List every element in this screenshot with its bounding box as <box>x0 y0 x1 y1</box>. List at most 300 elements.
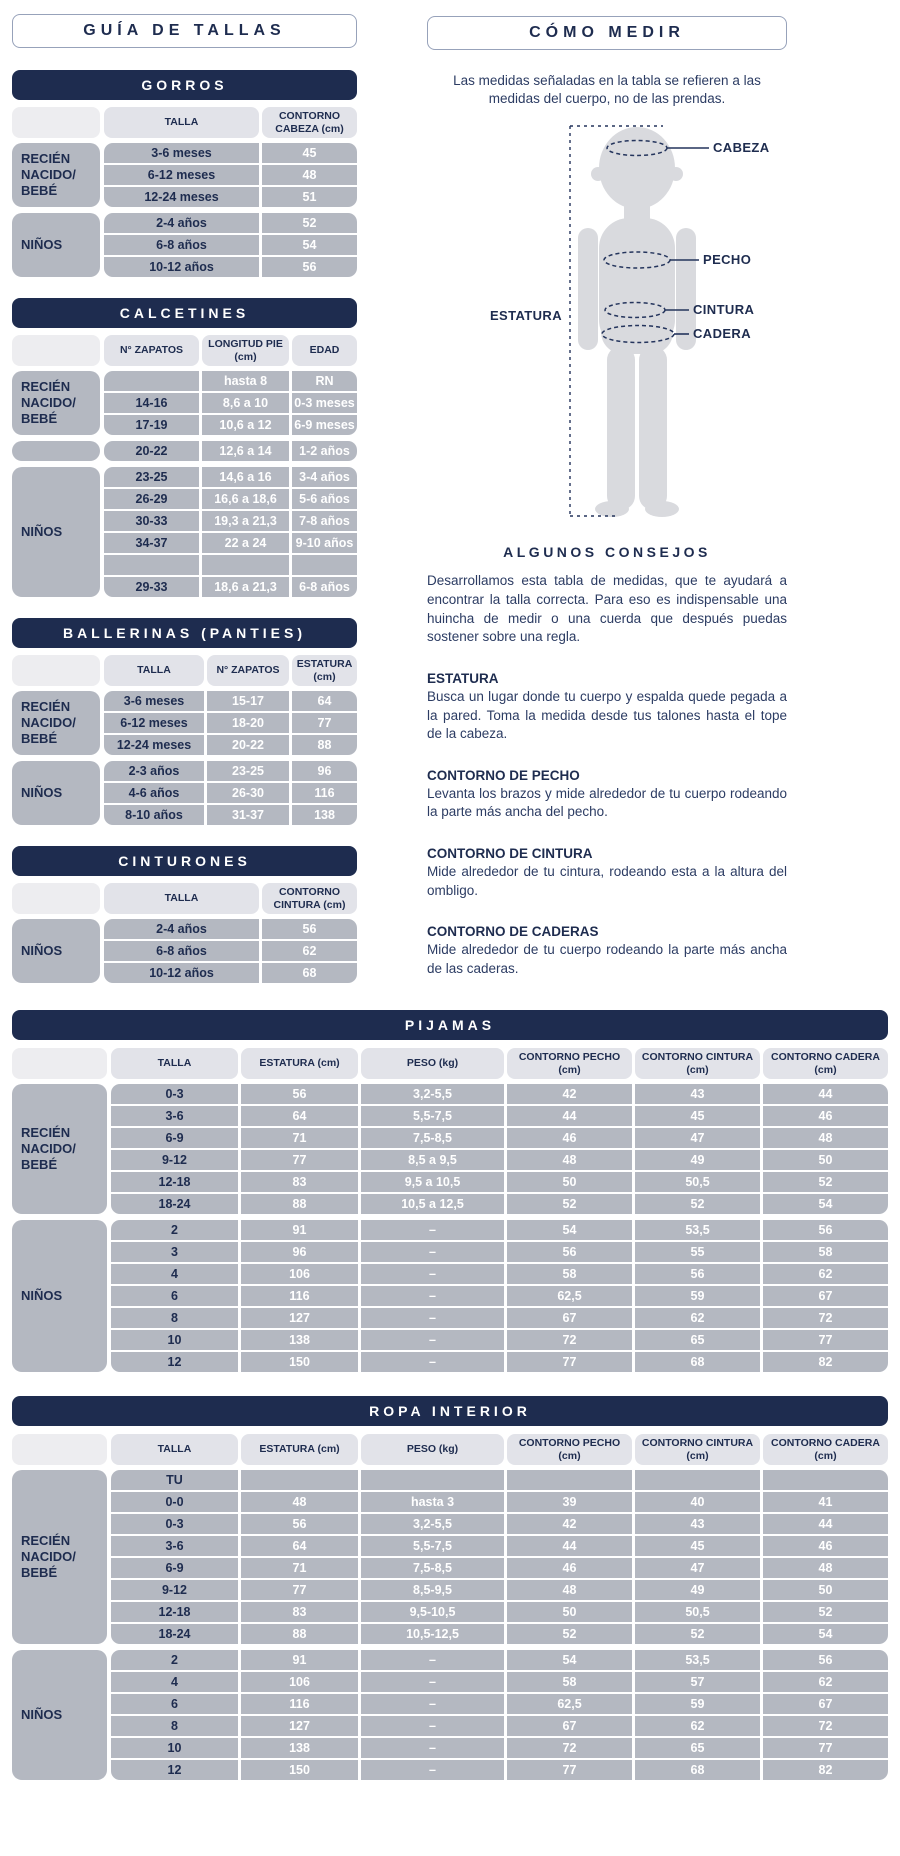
section-ropa-interior <box>12 1396 888 1780</box>
data-cell: 55 <box>635 1242 760 1262</box>
data-cell: 106 <box>241 1264 358 1284</box>
data-cell: 77 <box>292 713 357 733</box>
group-label: NIÑOS <box>12 1650 107 1780</box>
data-cell: 77 <box>241 1150 358 1170</box>
data-cell: – <box>361 1264 504 1284</box>
group-rows <box>104 691 357 755</box>
column-header: TALLA <box>104 107 259 138</box>
data-cell: 44 <box>763 1084 888 1104</box>
data-cell: 72 <box>763 1716 888 1736</box>
data-cell: 45 <box>262 143 357 163</box>
data-cell: 50,5 <box>635 1602 760 1622</box>
tip-text: Mide alrededor de tu cintura, rodeando esta a la altura del ombligo. <box>427 864 787 898</box>
column-header: TALLA <box>111 1048 238 1079</box>
data-cell: 44 <box>507 1106 632 1126</box>
data-cell: 4 <box>111 1672 238 1692</box>
data-cell: 12-24 meses <box>104 735 204 755</box>
data-cell: 116 <box>241 1694 358 1714</box>
data-cell <box>635 1470 760 1490</box>
group-label: NIÑOS <box>12 919 100 983</box>
data-cell: 50 <box>507 1602 632 1622</box>
data-cell: 42 <box>507 1084 632 1104</box>
data-cell: 56 <box>241 1084 358 1104</box>
consejos-intro-text: Desarrollamos esta tabla de medidas, que te ayudará a encontrar la talla correcta. Para eso es indispensable una huincha de medir o una cuerda que después puedas sostener sobre una regla. <box>427 573 787 645</box>
section-pijamas <box>12 1010 888 1372</box>
data-cell: 43 <box>635 1514 760 1534</box>
data-cell: 8 <box>111 1716 238 1736</box>
column-headers <box>104 655 357 686</box>
data-cell: 54 <box>262 235 357 255</box>
data-cell: 48 <box>262 165 357 185</box>
data-cell: 2 <box>111 1650 238 1670</box>
group-rows <box>111 1650 888 1780</box>
data-cell: 12 <box>111 1760 238 1780</box>
table-header-row <box>12 335 357 366</box>
column-header: CONTORNO CABEZA (cm) <box>262 107 357 138</box>
data-cell: TU <box>111 1470 238 1490</box>
group-label: RECIÉN NACIDO/ BEBÉ <box>12 143 100 207</box>
data-cell: 23-25 <box>104 467 199 487</box>
column-header: ESTATURA (cm) <box>292 655 357 686</box>
estatura-label: ESTATURA <box>489 308 562 324</box>
data-cell: 62,5 <box>507 1694 632 1714</box>
data-cell: – <box>361 1650 504 1670</box>
data-cell: 3-6 <box>111 1536 238 1556</box>
data-cell: 8,6 a 10 <box>202 393 289 413</box>
data-cell: 0-3 <box>111 1514 238 1534</box>
data-cell: 48 <box>507 1150 632 1170</box>
data-cell: 41 <box>763 1492 888 1512</box>
data-cell: 138 <box>241 1330 358 1350</box>
column-headers <box>111 1048 888 1079</box>
data-cell <box>104 555 199 575</box>
tip-text: Mide alrededor de tu cuerpo rodeando la parte más ancha de las caderas. <box>427 942 787 976</box>
group-label <box>12 441 100 461</box>
corner-cell <box>12 107 100 138</box>
data-cell: – <box>361 1352 504 1372</box>
data-cell: 9-12 <box>111 1580 238 1600</box>
data-cell: 50 <box>763 1150 888 1170</box>
data-cell: 48 <box>241 1492 358 1512</box>
data-cell: 23-25 <box>207 761 289 781</box>
table-group <box>12 1084 888 1214</box>
data-cell: 2 <box>111 1220 238 1240</box>
data-cell: 52 <box>635 1624 760 1644</box>
data-cell: 62 <box>635 1716 760 1736</box>
data-cell: 8 <box>111 1308 238 1328</box>
group-rows <box>104 143 357 207</box>
data-cell: 138 <box>292 805 357 825</box>
data-cell: 16,6 a 18,6 <box>202 489 289 509</box>
table-group <box>12 919 357 983</box>
tip-contorno-pecho <box>427 768 787 822</box>
size-table-ballerinas <box>12 655 357 825</box>
data-cell: – <box>361 1760 504 1780</box>
size-table-gorros <box>12 107 357 277</box>
table-group <box>12 691 357 755</box>
data-cell: 39 <box>507 1492 632 1512</box>
data-cell: 68 <box>635 1352 760 1372</box>
data-cell: 6-12 meses <box>104 165 259 185</box>
corner-cell <box>12 655 100 686</box>
data-cell: 6-8 años <box>292 577 357 597</box>
data-cell: 12,6 a 14 <box>202 441 289 461</box>
section-title-ballerinas: BALLERINAS (PANTIES) <box>12 618 357 648</box>
data-cell: 54 <box>507 1650 632 1670</box>
data-cell: 6 <box>111 1286 238 1306</box>
data-cell: 52 <box>763 1172 888 1192</box>
data-cell: 62 <box>262 941 357 961</box>
group-label: RECIÉN NACIDO/ BEBÉ <box>12 1084 107 1214</box>
data-cell: 47 <box>635 1558 760 1578</box>
data-cell: 67 <box>763 1694 888 1714</box>
tip-title: CONTORNO DE CINTURA <box>427 846 593 862</box>
data-cell: 77 <box>763 1330 888 1350</box>
data-cell: 7,5-8,5 <box>361 1128 504 1148</box>
data-cell: 5-6 años <box>292 489 357 509</box>
data-cell: 62 <box>763 1672 888 1692</box>
data-cell: 9,5 a 10,5 <box>361 1172 504 1192</box>
data-cell: 65 <box>635 1330 760 1350</box>
cadera-label: CADERA <box>693 326 752 342</box>
table-header-row <box>12 1434 888 1465</box>
group-label: RECIÉN NACIDO/ BEBÉ <box>12 1470 107 1644</box>
data-cell: 8-10 años <box>104 805 204 825</box>
column-header: EDAD <box>292 335 357 366</box>
column-header: CONTORNO CINTURA (cm) <box>262 883 357 914</box>
column-headers <box>104 107 357 138</box>
data-cell: 64 <box>241 1536 358 1556</box>
data-cell: 52 <box>635 1194 760 1214</box>
data-cell: 42 <box>507 1514 632 1534</box>
data-cell: 48 <box>763 1128 888 1148</box>
data-cell: 52 <box>763 1602 888 1622</box>
data-cell: 96 <box>292 761 357 781</box>
data-cell: 4-6 años <box>104 783 204 803</box>
column-headers <box>104 883 357 914</box>
table-group <box>12 213 357 277</box>
data-cell: 45 <box>635 1536 760 1556</box>
data-cell: 4 <box>111 1264 238 1284</box>
data-cell: 20-22 <box>104 441 199 461</box>
data-cell: 77 <box>507 1352 632 1372</box>
table-group <box>12 143 357 207</box>
data-cell: 58 <box>507 1672 632 1692</box>
group-label: NIÑOS <box>12 761 100 825</box>
group-label: RECIÉN NACIDO/ BEBÉ <box>12 371 100 435</box>
data-cell: 8,5-9,5 <box>361 1580 504 1600</box>
table-header-row <box>12 1048 888 1079</box>
data-cell: 68 <box>635 1760 760 1780</box>
data-cell: 67 <box>763 1286 888 1306</box>
tip-text: Levanta los brazos y mide alrededor de tu cuerpo rodeando la parte más ancha del pecho. <box>427 785 787 820</box>
consejos-heading: ALGUNOS CONSEJOS <box>503 544 711 561</box>
data-cell: 2-4 años <box>104 919 259 939</box>
data-cell: 64 <box>292 691 357 711</box>
column-header: TALLA <box>111 1434 238 1465</box>
data-cell: 9,5-10,5 <box>361 1602 504 1622</box>
data-cell: 46 <box>763 1106 888 1126</box>
column-header: PESO (kg) <box>361 1434 504 1465</box>
child-silhouette-figure <box>427 118 787 530</box>
data-cell: 3-6 meses <box>104 691 204 711</box>
column-header: CONTORNO PECHO (cm) <box>507 1434 632 1465</box>
data-cell: 6-8 años <box>104 235 259 255</box>
corner-cell <box>12 883 100 914</box>
data-cell: 56 <box>262 257 357 277</box>
data-cell: 56 <box>241 1514 358 1534</box>
data-cell: 45 <box>635 1106 760 1126</box>
group-rows <box>111 1470 888 1644</box>
tip-contorno-cintura <box>427 846 787 900</box>
section-gorros <box>12 70 357 277</box>
group-label: NIÑOS <box>12 213 100 277</box>
data-cell <box>361 1470 504 1490</box>
tip-estatura <box>427 671 787 744</box>
data-cell: 83 <box>241 1602 358 1622</box>
data-cell: – <box>361 1672 504 1692</box>
tip-title: CONTORNO DE PECHO <box>427 767 580 783</box>
data-cell: 12-18 <box>111 1602 238 1622</box>
column-header: CONTORNO CADERA (cm) <box>763 1048 888 1079</box>
data-cell: 26-30 <box>207 783 289 803</box>
data-cell: hasta 3 <box>361 1492 504 1512</box>
data-cell: 3,2-5,5 <box>361 1514 504 1534</box>
table-header-row <box>12 655 357 686</box>
data-cell: 67 <box>507 1716 632 1736</box>
data-cell: 10-12 años <box>104 257 259 277</box>
left-column <box>12 14 357 1004</box>
tip-title: ESTATURA <box>427 670 499 686</box>
data-cell: 46 <box>507 1128 632 1148</box>
column-header: ESTATURA (cm) <box>241 1434 358 1465</box>
data-cell: 3 <box>111 1242 238 1262</box>
data-cell: 52 <box>507 1194 632 1214</box>
data-cell: 44 <box>763 1514 888 1534</box>
data-cell: 150 <box>241 1352 358 1372</box>
data-cell: 40 <box>635 1492 760 1512</box>
data-cell: – <box>361 1694 504 1714</box>
data-cell: 14-16 <box>104 393 199 413</box>
data-cell: 54 <box>507 1220 632 1240</box>
data-cell: 56 <box>262 919 357 939</box>
table-header-row <box>12 107 357 138</box>
data-cell: – <box>361 1220 504 1240</box>
data-cell: 47 <box>635 1128 760 1148</box>
data-cell: 10 <box>111 1738 238 1758</box>
data-cell: 5,5-7,5 <box>361 1106 504 1126</box>
data-cell: 82 <box>763 1760 888 1780</box>
como-medir-title: CÓMO MEDIR <box>427 16 787 50</box>
data-cell: 96 <box>241 1242 358 1262</box>
data-cell: 29-33 <box>104 577 199 597</box>
data-cell: hasta 8 <box>202 371 289 391</box>
cabeza-label: CABEZA <box>713 140 770 156</box>
section-title-cinturones: CINTURONES <box>12 846 357 876</box>
column-header: N° ZAPATOS <box>104 335 199 366</box>
data-cell: 49 <box>635 1150 760 1170</box>
data-cell: – <box>361 1330 504 1350</box>
data-cell: 3,2-5,5 <box>361 1084 504 1104</box>
data-cell: 3-4 años <box>292 467 357 487</box>
data-cell: 5,5-7,5 <box>361 1536 504 1556</box>
data-cell: 7,5-8,5 <box>361 1558 504 1578</box>
size-table-cinturones <box>12 883 357 983</box>
group-rows <box>104 371 357 435</box>
column-header: N° ZAPATOS <box>207 655 289 686</box>
data-cell: 20-22 <box>207 735 289 755</box>
data-cell: 8,5 a 9,5 <box>361 1150 504 1170</box>
data-cell: 0-3 <box>111 1084 238 1104</box>
data-cell: 46 <box>507 1558 632 1578</box>
data-cell: 59 <box>635 1694 760 1714</box>
column-header: PESO (kg) <box>361 1048 504 1079</box>
data-cell: 18-24 <box>111 1624 238 1644</box>
data-cell: 30-33 <box>104 511 199 531</box>
data-cell: 19,3 a 21,3 <box>202 511 289 531</box>
group-rows <box>104 213 357 277</box>
data-cell: 77 <box>507 1760 632 1780</box>
data-cell: 10,5-12,5 <box>361 1624 504 1644</box>
data-cell: 31-37 <box>207 805 289 825</box>
column-header: CONTORNO PECHO (cm) <box>507 1048 632 1079</box>
data-cell <box>104 371 199 391</box>
data-cell: 49 <box>635 1580 760 1600</box>
group-label: NIÑOS <box>12 467 100 597</box>
tip-contorno-caderas <box>427 924 787 978</box>
data-cell: 50 <box>507 1172 632 1192</box>
data-cell: 62,5 <box>507 1286 632 1306</box>
data-cell: 50 <box>763 1580 888 1600</box>
data-cell: 54 <box>763 1194 888 1214</box>
pecho-label: PECHO <box>703 252 752 268</box>
data-cell: 26-29 <box>104 489 199 509</box>
section-title-pijamas: PIJAMAS <box>12 1010 888 1040</box>
data-cell: 6 <box>111 1694 238 1714</box>
data-cell: 18-20 <box>207 713 289 733</box>
data-cell: 82 <box>763 1352 888 1372</box>
data-cell: 72 <box>507 1738 632 1758</box>
data-cell: 88 <box>292 735 357 755</box>
data-cell: 77 <box>241 1580 358 1600</box>
data-cell: – <box>361 1286 504 1306</box>
column-header: TALLA <box>104 883 259 914</box>
data-cell: 51 <box>262 187 357 207</box>
cintura-label: CINTURA <box>693 302 755 318</box>
data-cell: 58 <box>507 1264 632 1284</box>
data-cell: 0-3 meses <box>292 393 357 413</box>
data-cell: 44 <box>507 1536 632 1556</box>
data-cell: 52 <box>507 1624 632 1644</box>
column-header: CONTORNO CINTURA (cm) <box>635 1434 760 1465</box>
data-cell: 91 <box>241 1650 358 1670</box>
data-cell: 91 <box>241 1220 358 1240</box>
table-group <box>12 371 357 435</box>
data-cell: 1-2 años <box>292 441 357 461</box>
data-cell: – <box>361 1308 504 1328</box>
group-rows <box>104 467 357 597</box>
table-group <box>12 1650 888 1780</box>
section-title-ropa-interior: ROPA INTERIOR <box>12 1396 888 1426</box>
data-cell: 83 <box>241 1172 358 1192</box>
tip-text: Busca un lugar donde tu cuerpo y espalda quede pegada a la pared. Toma la medida desde tus talones hasta el tope de la cabeza. <box>427 688 787 742</box>
data-cell: 12-18 <box>111 1172 238 1192</box>
data-cell: 18-24 <box>111 1194 238 1214</box>
data-cell: 57 <box>635 1672 760 1692</box>
column-header: ESTATURA (cm) <box>241 1048 358 1079</box>
data-cell: 59 <box>635 1286 760 1306</box>
data-cell: 6-9 <box>111 1128 238 1148</box>
tip-title: CONTORNO DE CADERAS <box>427 924 599 940</box>
data-cell: 48 <box>507 1580 632 1600</box>
data-cell: 68 <box>262 963 357 983</box>
section-cinturones <box>12 846 357 983</box>
data-cell <box>292 555 357 575</box>
data-cell: 0-0 <box>111 1492 238 1512</box>
data-cell: 17-19 <box>104 415 199 435</box>
data-cell: 116 <box>292 783 357 803</box>
data-cell: 62 <box>635 1308 760 1328</box>
data-cell: 3-6 meses <box>104 143 259 163</box>
data-cell: 65 <box>635 1738 760 1758</box>
corner-cell <box>12 335 100 366</box>
data-cell: 62 <box>763 1264 888 1284</box>
data-cell: 15-17 <box>207 691 289 711</box>
table-group <box>12 1220 888 1372</box>
group-rows <box>104 441 357 461</box>
data-cell: 12 <box>111 1352 238 1372</box>
column-headers <box>111 1434 888 1465</box>
page-title: GUÍA DE TALLAS <box>12 14 357 48</box>
data-cell: 10,6 a 12 <box>202 415 289 435</box>
table-group <box>12 467 357 597</box>
data-cell <box>507 1470 632 1490</box>
data-cell: 72 <box>763 1308 888 1328</box>
top-two-column-area <box>12 14 888 1010</box>
data-cell: – <box>361 1716 504 1736</box>
data-cell: 56 <box>507 1242 632 1262</box>
data-cell: 10,5 a 12,5 <box>361 1194 504 1214</box>
table-header-row <box>12 883 357 914</box>
data-cell: RN <box>292 371 357 391</box>
data-cell: 14,6 a 16 <box>202 467 289 487</box>
group-rows <box>104 761 357 825</box>
group-label: NIÑOS <box>12 1220 107 1372</box>
data-cell: 48 <box>763 1558 888 1578</box>
data-cell: 71 <box>241 1558 358 1578</box>
data-cell: – <box>361 1738 504 1758</box>
data-cell: 88 <box>241 1624 358 1644</box>
table-group <box>12 1470 888 1644</box>
section-title-calcetines: CALCETINES <box>12 298 357 328</box>
corner-cell <box>12 1048 107 1079</box>
right-column <box>427 14 787 979</box>
data-cell: 6-9 meses <box>292 415 357 435</box>
data-cell: 22 a 24 <box>202 533 289 553</box>
size-table-ropa-interior <box>12 1434 888 1780</box>
table-group <box>12 761 357 825</box>
column-header: LONGITUD PIE (cm) <box>202 335 289 366</box>
data-cell: 64 <box>241 1106 358 1126</box>
data-cell: 9-10 años <box>292 533 357 553</box>
data-cell: 9-12 <box>111 1150 238 1170</box>
data-cell: 34-37 <box>104 533 199 553</box>
data-cell: 77 <box>763 1738 888 1758</box>
data-cell <box>202 555 289 575</box>
data-cell: 127 <box>241 1308 358 1328</box>
data-cell: 2-4 años <box>104 213 259 233</box>
section-ballerinas <box>12 618 357 825</box>
